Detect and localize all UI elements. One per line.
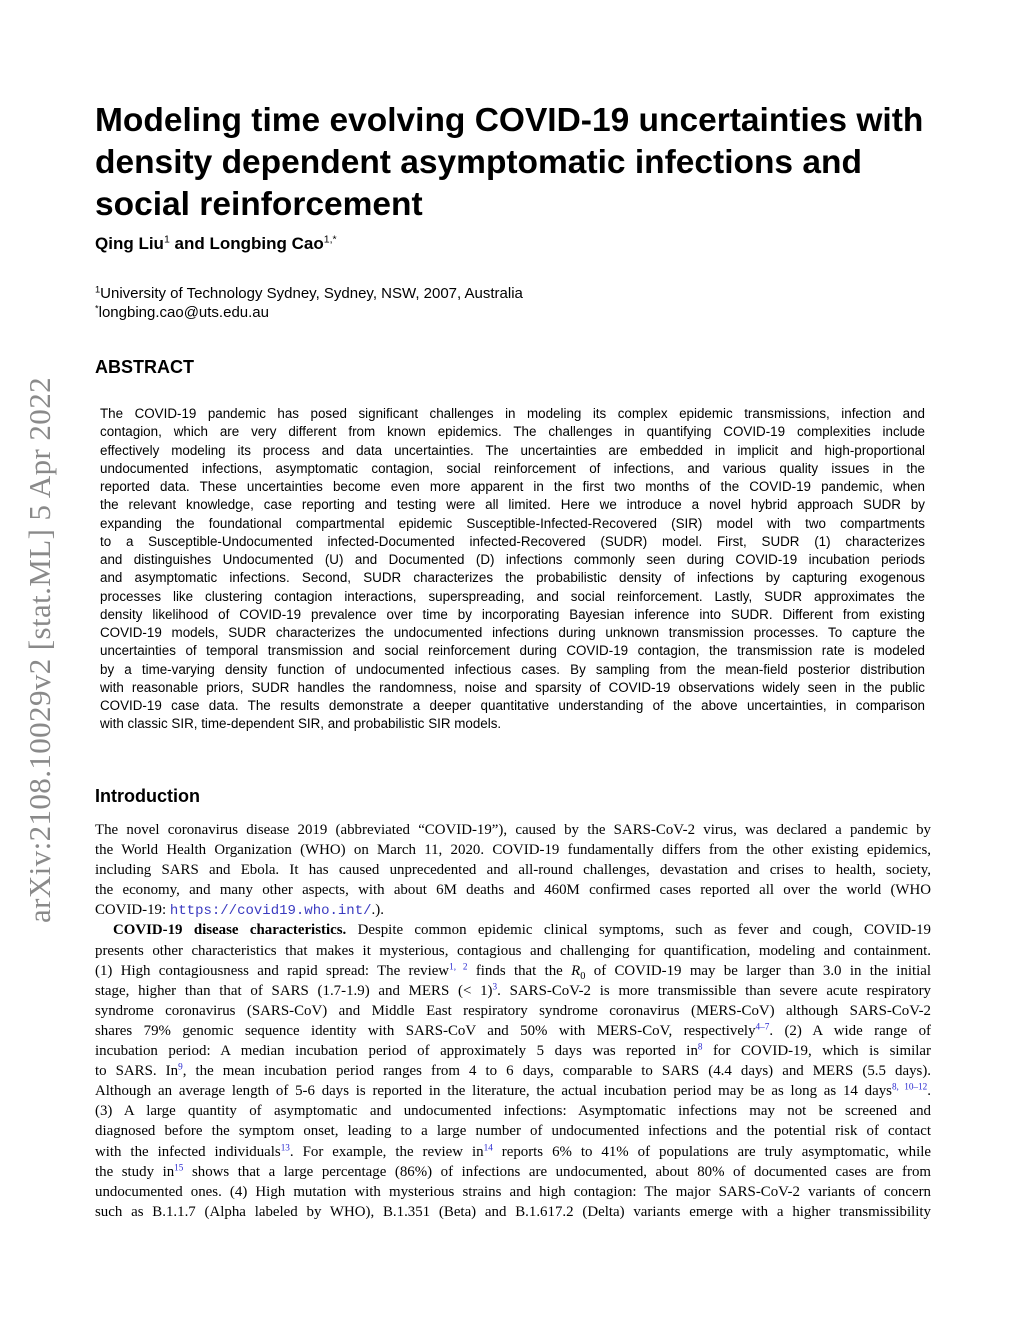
title-line: social reinforcement bbox=[95, 186, 423, 223]
body-text: (1) High contagiousness and rapid spread: The review bbox=[95, 962, 450, 979]
body-text: to SARS. In bbox=[95, 1063, 179, 1080]
citation-link[interactable]: 3 bbox=[492, 981, 498, 992]
body-line bbox=[95, 900, 931, 920]
body-line bbox=[95, 920, 931, 940]
math-subscript: 0 bbox=[580, 970, 586, 982]
abstract-line: uncertainties of temporal transmission and social reinforcement during COVID-19 contagion, the transmission rate is modeled bbox=[100, 643, 925, 659]
body-line: undocumented ones. (4) High mutation with mysterious strains and high contagion: The major SARS-CoV-2 variants of concern bbox=[95, 1183, 931, 1200]
body-line: diagnosed before the symptom onset, leading to a large number of undocumented infections and the potential risk of contact bbox=[95, 1123, 931, 1140]
title-line: density dependent asymptomatic infections and bbox=[95, 144, 862, 181]
body-text: . (2) A wide range of bbox=[769, 1022, 931, 1039]
abstract-line: the relevant knowledge, case reporting and testing were all limited. Here we introduce a novel hybrid approach SUDR by bbox=[100, 497, 925, 513]
body-text: shows that a large percentage (86%) of infections are undocumented, about 80% of documented cases are from bbox=[183, 1163, 931, 1180]
abstract-line: processes like clustering contagion interactions, superspreading, and social reinforcement. Lastly, SUDR approximates the bbox=[100, 588, 925, 604]
abstract-line: COVID-19 case data. The results demonstrate a deeper quantitative understanding of the above uncertainties, in comparison bbox=[100, 698, 925, 713]
citation-link[interactable]: 14 bbox=[483, 1141, 493, 1152]
body-text: reports 6% to 41% of populations are truly asymptomatic, while bbox=[492, 1143, 932, 1160]
author-connector: and bbox=[169, 234, 210, 253]
body-line bbox=[95, 1041, 931, 1061]
body-line bbox=[95, 1142, 931, 1162]
body-line bbox=[95, 1021, 931, 1041]
contact-email: longbing.cao@uts.edu.au bbox=[98, 304, 269, 321]
body-text: COVID-19: bbox=[95, 902, 170, 919]
email-line bbox=[95, 303, 523, 322]
body-text: incubation period: A median incubation period of approximately 5 days was reported in bbox=[95, 1043, 698, 1060]
citation-link[interactable]: 8, 10–12 bbox=[891, 1081, 928, 1092]
abstract-line: The COVID-19 pandemic has posed significant challenges in modeling its complex epidemic transmissions, infection and bbox=[100, 406, 925, 421]
body-text: shares 79% genomic sequence identity with SARS-CoV and 50% with MERS-CoV, respectively bbox=[95, 1022, 756, 1039]
body-text: . bbox=[927, 1083, 931, 1100]
affiliations bbox=[95, 284, 523, 322]
body-line bbox=[95, 1162, 931, 1182]
affiliation-line bbox=[95, 284, 523, 303]
citation-link[interactable]: 4–7 bbox=[755, 1021, 770, 1032]
body-text: the study in bbox=[95, 1163, 175, 1180]
citation-link[interactable]: 9 bbox=[178, 1061, 183, 1072]
abstract-line: with classic SIR, time-dependent SIR, and probabilistic SIR models. bbox=[100, 716, 502, 732]
body-text: with the infected individuals bbox=[95, 1143, 281, 1160]
who-dashboard-link[interactable]: https://covid19.who.int/ bbox=[169, 903, 372, 920]
body-line: including SARS and Ebola. It has caused unprecedented and all-round challenges, devastation and crises to health, society, bbox=[95, 862, 931, 879]
body-line: (3) A large quantity of asymptomatic and undocumented infections: Asymptomatic infections may not be screened and bbox=[95, 1103, 931, 1120]
abstract-line: undocumented infections, asymptomatic contagion, social reinforcement of infections, and various quality issues in the bbox=[100, 460, 925, 476]
body-text: , the mean incubation period ranges from 4 to 6 days, comparable to SARS (4.4 days) and MERS (5.5 days). bbox=[182, 1063, 931, 1080]
abstract-heading: ABSTRACT bbox=[95, 357, 194, 377]
arxiv-identifier: arXiv:2108.10029v2 [stat.ML] 5 Apr 2022 bbox=[22, 377, 57, 923]
abstract-line: contagion, which are very different from known epidemics. The challenges in quantifying COVID-19 complexities include bbox=[100, 424, 925, 440]
body-line bbox=[95, 961, 931, 981]
abstract-line: reported data. These uncertainties become even more apparent in the first two months of the COVID-19 pandemic, when bbox=[100, 479, 925, 494]
body-line: syndrome coronavirus (SARS-CoV) and Middle East respiratory syndrome coronavirus (MERS-CoV) although SARS-CoV-2 bbox=[95, 1002, 931, 1019]
body-line: the economy, and many other aspects, with about 6M deaths and 460M confirmed cases reported all over the world (WHO bbox=[95, 882, 931, 899]
abstract-line: and asymptomatic infections. Second, SUDR characterizes the probabilistic density of infections by capturing exogenous bbox=[100, 570, 925, 586]
author-affiliation-mark: 1 bbox=[163, 233, 170, 246]
body-line bbox=[95, 1061, 931, 1081]
body-line: such as B.1.1.7 (Alpha labeled by WHO), B.1.351 (Beta) and B.1.617.2 (Delta) variants emerge with a higher transmissibility bbox=[95, 1203, 931, 1220]
body-text: finds that the bbox=[467, 962, 572, 979]
affiliation-mark: 1 bbox=[95, 284, 101, 295]
abstract-line: COVID-19 models, SUDR characterizes the undocumented infections during unknown transmission processes. To capture the bbox=[100, 625, 925, 640]
math-symbol: R bbox=[571, 962, 581, 979]
body-line bbox=[95, 1081, 931, 1101]
author-affiliation-mark: 1,* bbox=[323, 233, 337, 246]
body-line: the World Health Organization (WHO) on March 11, 2020. COVID-19 fundamentally differs from the other existing epidemics, bbox=[95, 842, 931, 859]
paragraph-lead: COVID-19 disease characteristics. bbox=[113, 922, 347, 939]
abstract-line: density likelihood of COVID-19 prevalence over time by incorporating Bayesian inference into SUDR. Different from existing bbox=[100, 606, 925, 622]
author-list bbox=[95, 234, 337, 254]
body-line: presents other characteristics that makes it mysterious, contagious and challenging for quantification, modeling and containment. bbox=[95, 942, 931, 959]
body-text: . SARS-CoV-2 is more transmissible than severe acute respiratory bbox=[497, 982, 931, 999]
body-line bbox=[95, 981, 931, 1001]
author-name: Longbing Cao bbox=[209, 234, 324, 253]
abstract-body bbox=[100, 405, 925, 734]
abstract-line: effectively modeling its process and data uncertainties. The uncertainties are embedded in implicit and high-proportional bbox=[100, 442, 925, 458]
body-text: .). bbox=[371, 902, 384, 919]
citation-link[interactable]: 15 bbox=[174, 1162, 184, 1173]
body-text: of COVID-19 may be larger than 3.0 in the initial bbox=[585, 962, 931, 979]
citation-link[interactable]: 13 bbox=[280, 1141, 290, 1152]
paper-title bbox=[95, 100, 955, 226]
title-line: Modeling time evolving COVID-19 uncertainties with bbox=[95, 102, 924, 139]
body-text: for COVID-19, which is similar bbox=[702, 1043, 931, 1060]
abstract-line: by a time-varying density function of undocumented infectious cases. By sampling from the mean-field posterior distribution bbox=[100, 661, 925, 677]
introduction-heading: Introduction bbox=[95, 786, 200, 806]
citation-link[interactable]: 1, 2 bbox=[449, 961, 468, 972]
citation-link[interactable]: 8 bbox=[697, 1041, 703, 1052]
introduction-body bbox=[95, 820, 931, 1222]
body-text: stage, higher than that of SARS (1.7-1.9) and MERS (< 1) bbox=[95, 982, 493, 999]
abstract-line: and distinguishes Undocumented (U) and Documented (D) infections commonly seen during COVID-19 incubation periods bbox=[100, 552, 925, 567]
abstract-line: with reasonable priors, SUDR handles the randomness, noise and sparsity of COVID-19 observations widely seen in the public bbox=[100, 679, 925, 695]
affiliation-text: University of Technology Sydney, Sydney, NSW, 2007, Australia bbox=[100, 285, 523, 302]
body-text: Although an average length of 5-6 days is reported in the literature, the actual incubation period may be as long as 14 days bbox=[95, 1083, 892, 1100]
abstract-line: expanding the foundational compartmental epidemic Susceptible-Infected-Recovered (SIR) model with two compartments bbox=[100, 515, 925, 531]
body-line: The novel coronavirus disease 2019 (abbreviated “COVID-19”), caused by the SARS-CoV-2 virus, was declared a pandemic by bbox=[95, 822, 931, 838]
body-text: Despite common epidemic clinical symptoms, such as fever and cough, COVID-19 bbox=[346, 922, 931, 939]
email-mark: * bbox=[95, 303, 99, 314]
body-text: . For example, the review in bbox=[289, 1143, 484, 1160]
author-name: Qing Liu bbox=[95, 234, 164, 253]
abstract-line: to a Susceptible-Undocumented infected-Documented infected-Recovered (SUDR) model. First, SUDR (1) characterizes bbox=[100, 533, 925, 549]
